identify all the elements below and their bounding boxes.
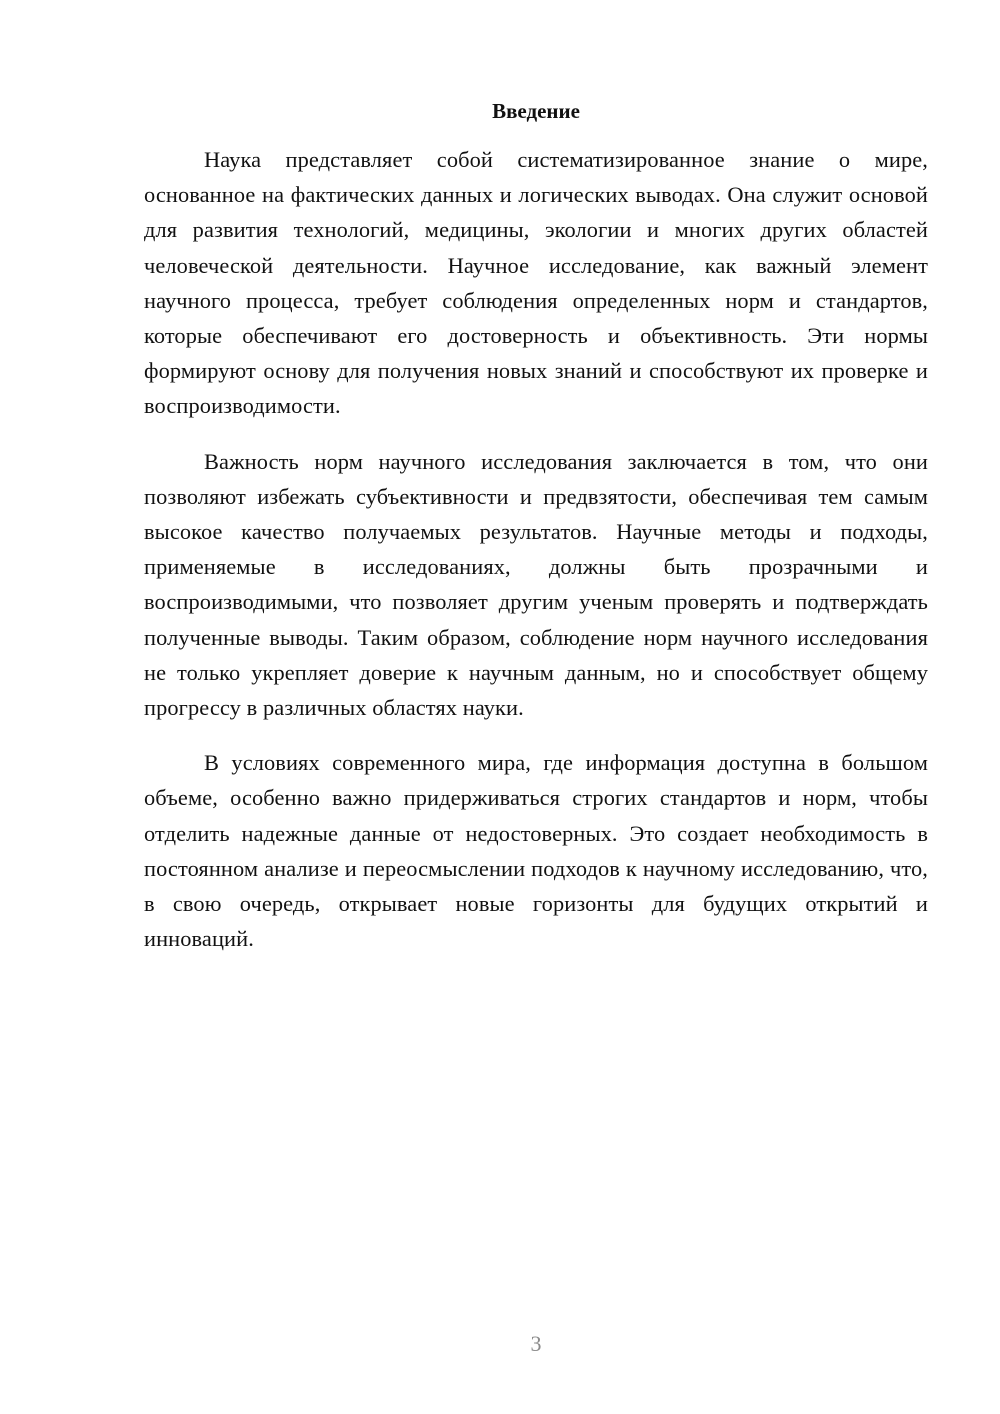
paragraph-2: Важность норм научного исследования заключается в том, что они позволяют избежать субъективности и предвзятости, обеспечивая тем самым высокое качество получаемых результатов. Научные методы и подходы, применяемые в исследованиях, должны быть прозрачными и воспроизводимыми, что позволяет другим ученым проверять и подтверждать полученные выводы. Таким образом, соблюдение норм научного исследования не только укрепляет доверие к научным данным, но и способствует общему прогрессу в различных областях науки.: [144, 448, 928, 721]
paragraph-1: Наука представляет собой систематизированное знание о мире, основанное на фактических данных и логических выводах. Она служит основой для развития технологий, медицины, экологии и многих других областей человеческой деятельности. Научное исследование, как важный элемент научного процесса, требует соблюдения определенных норм и стандартов, которые обеспечивают его достоверность и объективность. Эти нормы формируют основу для получения новых знаний и способствуют их проверке и воспроизводимости.: [144, 147, 928, 419]
paragraph-3: В условиях современного мира, где информация доступна в большом объеме, особенно важно придерживаться строгих стандартов и норм, чтобы отделить надежные данные от недостоверных. Это создает необходимость в постоянном анализе и переосмыслении подходов к научному исследованию, что, в свою очередь, открывает новые горизонты для будущих открытий и инноваций.: [144, 750, 928, 952]
page-number: 3: [530, 1331, 542, 1356]
section-title: Введение: [492, 99, 580, 123]
body-text: [144, 142, 928, 976]
